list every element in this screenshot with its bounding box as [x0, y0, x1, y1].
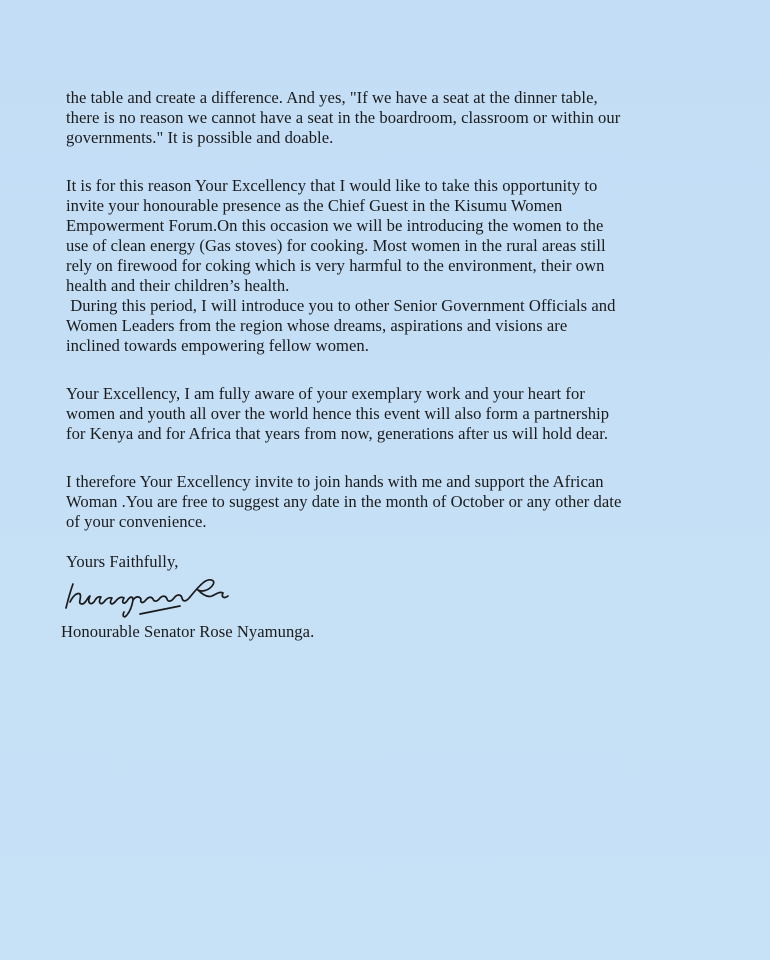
letter-line: Empowerment Forum.On this occasion we will be introducing the women to the [66, 216, 604, 235]
handwritten-signature [60, 572, 330, 622]
letter-line: During this period, I will introduce you to other Senior Government Officials and [66, 296, 616, 315]
letter-line: Woman .You are free to suggest any date in the month of October or any other date [66, 492, 622, 511]
letter-line: I therefore Your Excellency invite to join hands with me and support the African [66, 472, 604, 491]
letter-line: the table and create a difference. And yes, "If we have a seat at the dinner table, [66, 88, 598, 107]
letter-line: use of clean energy (Gas stoves) for cooking. Most women in the rural areas still [66, 236, 606, 255]
letter-line: Your Excellency, I am fully aware of your exemplary work and your heart for [66, 384, 585, 403]
letter-line: invite your honourable presence as the Chief Guest in the Kisumu Women [66, 196, 563, 215]
letter-line: for Kenya and for Africa that years from now, generations after us will hold dear. [66, 424, 609, 443]
letter-line: It is for this reason Your Excellency that I would like to take this opportunity to [66, 176, 598, 195]
letter-line: inclined towards empowering fellow women. [66, 336, 369, 355]
letter-line: Women Leaders from the region whose dreams, aspirations and visions are [66, 316, 568, 335]
letter-line: health and their children’s health. [66, 276, 290, 295]
closing-salutation: Yours Faithfully, [66, 552, 179, 571]
letter-line: there is no reason we cannot have a seat in the boardroom, classroom or within our [66, 108, 621, 127]
letter-line: governments." It is possible and doable. [66, 128, 334, 147]
signatory-name: Honourable Senator Rose Nyamunga. [61, 622, 315, 641]
letter-line: women and youth all over the world hence this event will also form a partnership [66, 404, 610, 423]
letter-line: rely on firewood for coking which is very harmful to the environment, their own [66, 256, 605, 275]
letter-line: of your convenience. [66, 512, 207, 531]
